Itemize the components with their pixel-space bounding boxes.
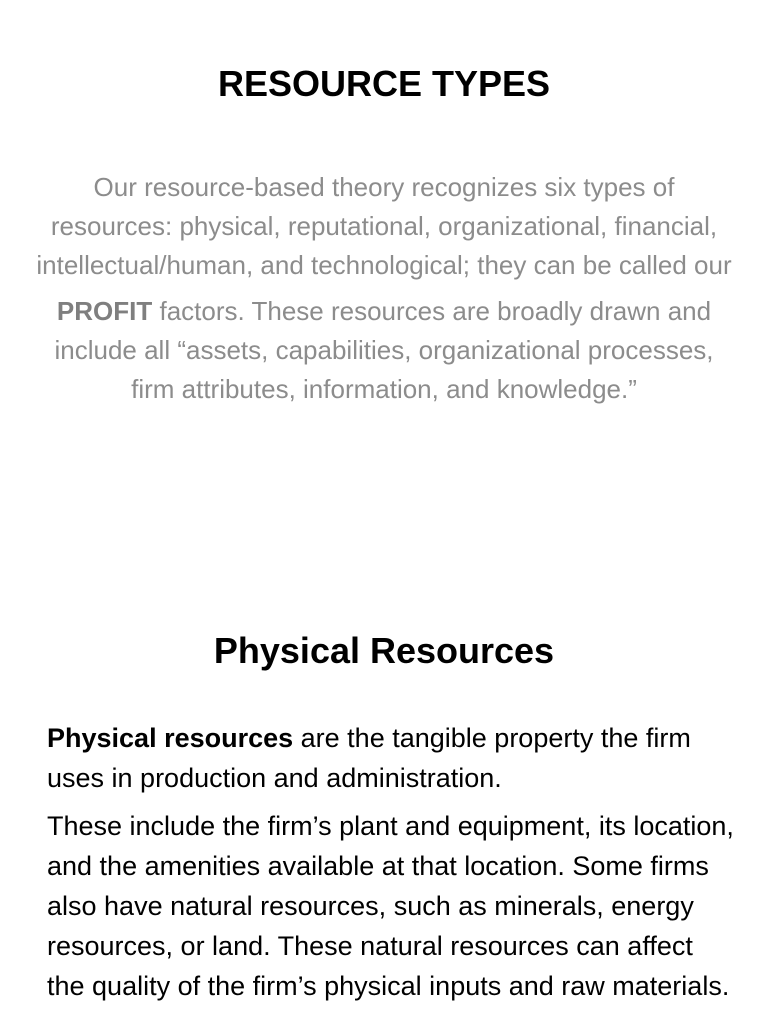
body-paragraph-2-text: These include the firm’s plant and equipment, its location, and the amenities available at that location. Some firms also have natural resources, such as minerals, energy resources, or land. These natural resources can affect the quality of the firm’s physical inputs and raw materials. [47,811,734,1001]
profit-keyword: PROFIT [56,296,153,326]
intro-paragraph-2 [30,292,738,409]
slide-title-physical-resources: Physical Resources [213,630,555,671]
body-paragraph-2 [47,806,737,1006]
body-paragraph-1 [47,718,737,798]
body-paragraph-1-text: are the tangible property the firm uses in production and administration. [47,723,691,793]
intro-paragraph-1 [30,168,738,285]
slide-title-resource-types: RESOURCE TYPES [217,63,551,104]
physical-resources-body [47,718,737,1006]
intro-paragraph-1-text: Our resource-based theory recognizes six types of resources: physical, reputational, organizational, financial, intellectual/human, and technological; they can be called our [36,172,732,280]
intro-paragraph-2-text: factors. These resources are broadly drawn and include all “assets, capabilities, organizational processes, firm attributes, information, and knowledge.” [54,296,714,404]
physical-resources-term: Physical resources [47,723,294,753]
intro-text-block [30,168,738,409]
